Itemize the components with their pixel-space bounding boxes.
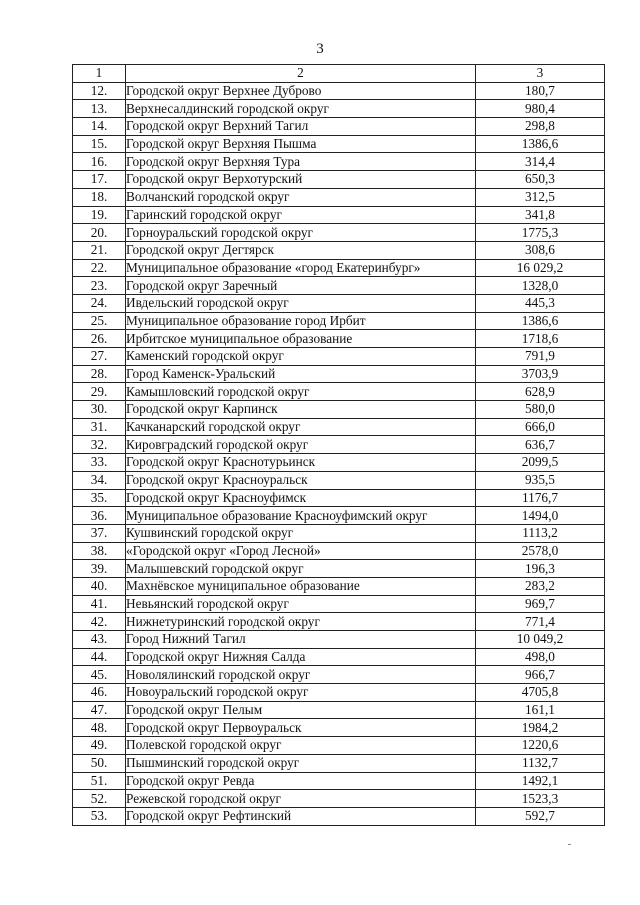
row-number: 42. — [73, 613, 126, 631]
amount-value: 3703,9 — [476, 365, 605, 383]
row-number: 21. — [73, 241, 126, 259]
municipality-name: Каменский городской округ — [126, 348, 476, 366]
municipality-name: Горноуральский городской округ — [126, 224, 476, 242]
municipality-name: Городской округ Заречный — [126, 277, 476, 295]
row-number: 16. — [73, 153, 126, 171]
amount-value: 1523,3 — [476, 790, 605, 808]
amount-value: 966,7 — [476, 666, 605, 684]
row-number: 13. — [73, 100, 126, 118]
table-row — [73, 418, 605, 436]
table-row — [73, 312, 605, 330]
amount-value: 1132,7 — [476, 754, 605, 772]
table-row — [73, 171, 605, 189]
amount-value: 1328,0 — [476, 277, 605, 295]
municipality-name: Режевской городской округ — [126, 790, 476, 808]
table-body — [73, 82, 605, 825]
row-number: 39. — [73, 560, 126, 578]
municipality-name: Городской округ Пелым — [126, 701, 476, 719]
header-column-2: 2 — [126, 65, 476, 83]
table-row — [73, 135, 605, 153]
table-row — [73, 100, 605, 118]
row-number: 27. — [73, 348, 126, 366]
amount-value: 1220,6 — [476, 737, 605, 755]
table-row — [73, 224, 605, 242]
table-row — [73, 471, 605, 489]
amount-value: 636,7 — [476, 436, 605, 454]
table-row — [73, 790, 605, 808]
municipality-name: Волчанский городской округ — [126, 188, 476, 206]
amount-value: 771,4 — [476, 613, 605, 631]
table-row — [73, 241, 605, 259]
municipality-name: Камышловский городской округ — [126, 383, 476, 401]
table-row — [73, 348, 605, 366]
table-row — [73, 436, 605, 454]
table-row — [73, 489, 605, 507]
municipality-name: Кушвинский городской округ — [126, 524, 476, 542]
row-number: 14. — [73, 118, 126, 136]
table-row — [73, 454, 605, 472]
budget-allocation-table — [72, 64, 605, 826]
row-number: 32. — [73, 436, 126, 454]
table-row — [73, 188, 605, 206]
municipality-name: Муниципальное образование «город Екатеринбург» — [126, 259, 476, 277]
table-row — [73, 631, 605, 649]
amount-value: 628,9 — [476, 383, 605, 401]
municipality-name: Качканарский городской округ — [126, 418, 476, 436]
table-row — [73, 595, 605, 613]
row-number: 45. — [73, 666, 126, 684]
table-row — [73, 330, 605, 348]
row-number: 24. — [73, 294, 126, 312]
municipality-name: Городской округ Верхняя Пышма — [126, 135, 476, 153]
table-row — [73, 82, 605, 100]
municipality-name: Нижнетуринский городской округ — [126, 613, 476, 631]
table-row — [73, 737, 605, 755]
row-number: 50. — [73, 754, 126, 772]
amount-value: 298,8 — [476, 118, 605, 136]
amount-value: 1494,0 — [476, 507, 605, 525]
amount-value: 1492,1 — [476, 772, 605, 790]
amount-value: 1176,7 — [476, 489, 605, 507]
table-row — [73, 153, 605, 171]
amount-value: 1718,6 — [476, 330, 605, 348]
municipality-name: Невьянский городской округ — [126, 595, 476, 613]
row-number: 12. — [73, 82, 126, 100]
row-number: 47. — [73, 701, 126, 719]
row-number: 31. — [73, 418, 126, 436]
row-number: 49. — [73, 737, 126, 755]
table-row — [73, 259, 605, 277]
header-row — [73, 65, 605, 83]
row-number: 22. — [73, 259, 126, 277]
amount-value: 969,7 — [476, 595, 605, 613]
table-row — [73, 507, 605, 525]
amount-value: 341,8 — [476, 206, 605, 224]
amount-value: 180,7 — [476, 82, 605, 100]
municipality-name: Городской округ Первоуральск — [126, 719, 476, 737]
amount-value: 312,5 — [476, 188, 605, 206]
municipality-name: «Городской округ «Город Лесной» — [126, 542, 476, 560]
row-number: 28. — [73, 365, 126, 383]
amount-value: 1386,6 — [476, 135, 605, 153]
row-number: 20. — [73, 224, 126, 242]
row-number: 25. — [73, 312, 126, 330]
row-number: 40. — [73, 577, 126, 595]
amount-value: 196,3 — [476, 560, 605, 578]
row-number: 36. — [73, 507, 126, 525]
table-header — [73, 65, 605, 83]
row-number: 37. — [73, 524, 126, 542]
municipality-name: Верхнесалдинский городской округ — [126, 100, 476, 118]
municipality-name: Городской округ Рефтинский — [126, 807, 476, 825]
amount-value: 2099,5 — [476, 454, 605, 472]
municipality-name: Новоуральский городской округ — [126, 684, 476, 702]
municipality-name: Город Нижний Тагил — [126, 631, 476, 649]
table-row — [73, 684, 605, 702]
amount-value: 592,7 — [476, 807, 605, 825]
table-row — [73, 401, 605, 419]
stray-mark — [568, 844, 571, 845]
row-number: 35. — [73, 489, 126, 507]
row-number: 15. — [73, 135, 126, 153]
table-row — [73, 206, 605, 224]
municipality-name: Муниципальное образование Красноуфимский округ — [126, 507, 476, 525]
amount-value: 161,1 — [476, 701, 605, 719]
row-number: 33. — [73, 454, 126, 472]
amount-value: 16 029,2 — [476, 259, 605, 277]
row-number: 52. — [73, 790, 126, 808]
row-number: 48. — [73, 719, 126, 737]
amount-value: 1775,3 — [476, 224, 605, 242]
row-number: 41. — [73, 595, 126, 613]
table-row — [73, 118, 605, 136]
amount-value: 666,0 — [476, 418, 605, 436]
amount-value: 308,6 — [476, 241, 605, 259]
table-row — [73, 365, 605, 383]
municipality-name: Малышевский городской округ — [126, 560, 476, 578]
row-number: 38. — [73, 542, 126, 560]
row-number: 51. — [73, 772, 126, 790]
amount-value: 283,2 — [476, 577, 605, 595]
table-row — [73, 807, 605, 825]
row-number: 53. — [73, 807, 126, 825]
row-number: 26. — [73, 330, 126, 348]
municipality-name: Город Каменск-Уральский — [126, 365, 476, 383]
page-number: 3 — [316, 41, 324, 57]
municipality-name: Ирбитское муниципальное образование — [126, 330, 476, 348]
municipality-name: Муниципальное образование город Ирбит — [126, 312, 476, 330]
amount-value: 10 049,2 — [476, 631, 605, 649]
table-row — [73, 277, 605, 295]
amount-value: 791,9 — [476, 348, 605, 366]
amount-value: 935,5 — [476, 471, 605, 489]
municipality-name: Новолялинский городской округ — [126, 666, 476, 684]
table-row — [73, 577, 605, 595]
amount-value: 2578,0 — [476, 542, 605, 560]
municipality-name: Пышминский городской округ — [126, 754, 476, 772]
amount-value: 4705,8 — [476, 684, 605, 702]
municipality-name: Городской округ Нижняя Салда — [126, 648, 476, 666]
table-row — [73, 666, 605, 684]
table-row — [73, 701, 605, 719]
table-row — [73, 542, 605, 560]
row-number: 34. — [73, 471, 126, 489]
municipality-name: Городской округ Верхотурский — [126, 171, 476, 189]
row-number: 29. — [73, 383, 126, 401]
amount-value: 1113,2 — [476, 524, 605, 542]
row-number: 23. — [73, 277, 126, 295]
municipality-name: Ивдельский городской округ — [126, 294, 476, 312]
table-row — [73, 754, 605, 772]
row-number: 17. — [73, 171, 126, 189]
header-column-3: 3 — [476, 65, 605, 83]
table-row — [73, 613, 605, 631]
municipality-name: Махнёвское муниципальное образование — [126, 577, 476, 595]
amount-value: 314,4 — [476, 153, 605, 171]
table-row — [73, 772, 605, 790]
municipality-name: Полевской городской округ — [126, 737, 476, 755]
table-row — [73, 294, 605, 312]
amount-value: 1386,6 — [476, 312, 605, 330]
municipality-name: Гаринский городской округ — [126, 206, 476, 224]
row-number: 30. — [73, 401, 126, 419]
header-column-1: 1 — [73, 65, 126, 83]
municipality-name: Городской округ Дегтярск — [126, 241, 476, 259]
municipality-name: Городской округ Карпинск — [126, 401, 476, 419]
table-row — [73, 560, 605, 578]
row-number: 18. — [73, 188, 126, 206]
municipality-name: Городской округ Краснотурьинск — [126, 454, 476, 472]
municipality-name: Городской округ Ревда — [126, 772, 476, 790]
table-row — [73, 719, 605, 737]
municipality-name: Городской округ Красноуфимск — [126, 489, 476, 507]
municipality-name: Городской округ Верхнее Дуброво — [126, 82, 476, 100]
amount-value: 1984,2 — [476, 719, 605, 737]
table-row — [73, 524, 605, 542]
table-row — [73, 648, 605, 666]
amount-value: 580,0 — [476, 401, 605, 419]
row-number: 46. — [73, 684, 126, 702]
municipality-name: Городской округ Верхняя Тура — [126, 153, 476, 171]
row-number: 44. — [73, 648, 126, 666]
amount-value: 650,3 — [476, 171, 605, 189]
municipality-name: Городской округ Красноуральск — [126, 471, 476, 489]
amount-value: 498,0 — [476, 648, 605, 666]
row-number: 19. — [73, 206, 126, 224]
table-row — [73, 383, 605, 401]
municipality-name: Кировградский городской округ — [126, 436, 476, 454]
row-number: 43. — [73, 631, 126, 649]
municipality-name: Городской округ Верхний Тагил — [126, 118, 476, 136]
amount-value: 980,4 — [476, 100, 605, 118]
amount-value: 445,3 — [476, 294, 605, 312]
